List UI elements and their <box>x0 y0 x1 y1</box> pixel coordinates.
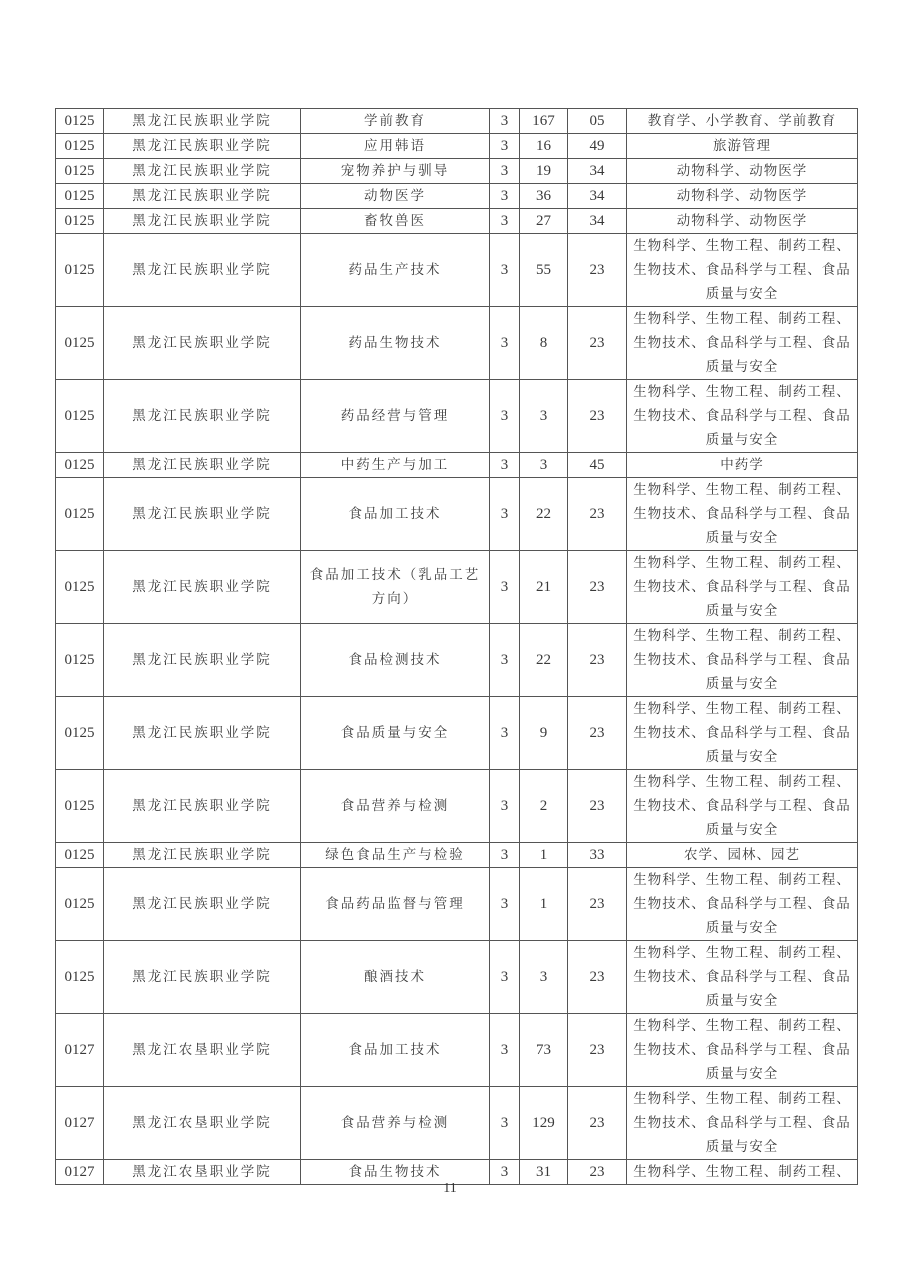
major-cell: 食品加工技术（乳品工艺方向） <box>301 551 490 624</box>
table-row <box>56 478 858 551</box>
years-cell: 3 <box>490 134 520 159</box>
school-name-cell: 黑龙江农垦职业学院 <box>104 1014 301 1087</box>
school-name-cell: 黑龙江民族职业学院 <box>104 234 301 307</box>
school-name-cell: 黑龙江民族职业学院 <box>104 770 301 843</box>
count-cell: 22 <box>520 624 568 697</box>
category-code-cell: 34 <box>568 159 627 184</box>
table-row <box>56 1087 858 1160</box>
school-code-cell: 0125 <box>56 551 104 624</box>
table-row <box>56 453 858 478</box>
years-cell: 3 <box>490 770 520 843</box>
major-cell: 食品加工技术 <box>301 1014 490 1087</box>
table-row <box>56 307 858 380</box>
category-code-cell: 45 <box>568 453 627 478</box>
years-cell: 3 <box>490 234 520 307</box>
major-cell: 食品生物技术 <box>301 1160 490 1185</box>
school-code-cell: 0127 <box>56 1160 104 1185</box>
major-cell: 学前教育 <box>301 109 490 134</box>
count-cell: 9 <box>520 697 568 770</box>
table-body <box>56 109 858 1185</box>
table-row <box>56 1014 858 1087</box>
school-code-cell: 0125 <box>56 453 104 478</box>
category-code-cell: 23 <box>568 1087 627 1160</box>
category-code-cell: 23 <box>568 1160 627 1185</box>
count-cell: 129 <box>520 1087 568 1160</box>
school-code-cell: 0125 <box>56 109 104 134</box>
table-row <box>56 551 858 624</box>
count-cell: 27 <box>520 209 568 234</box>
years-cell: 3 <box>490 868 520 941</box>
school-name-cell: 黑龙江民族职业学院 <box>104 453 301 478</box>
years-cell: 3 <box>490 209 520 234</box>
requirement-cell: 生物科学、生物工程、制药工程、生物技术、食品科学与工程、食品质量与安全 <box>627 770 858 843</box>
major-cell: 药品经营与管理 <box>301 380 490 453</box>
table-row <box>56 109 858 134</box>
count-cell: 16 <box>520 134 568 159</box>
school-code-cell: 0127 <box>56 1087 104 1160</box>
table-row <box>56 624 858 697</box>
school-name-cell: 黑龙江民族职业学院 <box>104 380 301 453</box>
table-row <box>56 184 858 209</box>
table-row <box>56 380 858 453</box>
category-code-cell: 23 <box>568 624 627 697</box>
years-cell: 3 <box>490 307 520 380</box>
major-cell: 宠物养护与驯导 <box>301 159 490 184</box>
requirement-cell: 生物科学、生物工程、制药工程、生物技术、食品科学与工程、食品质量与安全 <box>627 941 858 1014</box>
school-code-cell: 0125 <box>56 234 104 307</box>
table-row <box>56 868 858 941</box>
major-cell: 食品检测技术 <box>301 624 490 697</box>
major-cell: 酿酒技术 <box>301 941 490 1014</box>
school-name-cell: 黑龙江民族职业学院 <box>104 478 301 551</box>
count-cell: 31 <box>520 1160 568 1185</box>
count-cell: 21 <box>520 551 568 624</box>
table-row <box>56 159 858 184</box>
table-row <box>56 134 858 159</box>
years-cell: 3 <box>490 159 520 184</box>
category-code-cell: 34 <box>568 209 627 234</box>
school-name-cell: 黑龙江民族职业学院 <box>104 209 301 234</box>
school-name-cell: 黑龙江民族职业学院 <box>104 109 301 134</box>
major-cell: 食品营养与检测 <box>301 770 490 843</box>
category-code-cell: 23 <box>568 380 627 453</box>
school-code-cell: 0125 <box>56 624 104 697</box>
requirement-cell: 动物科学、动物医学 <box>627 184 858 209</box>
count-cell: 8 <box>520 307 568 380</box>
table-row <box>56 234 858 307</box>
requirement-cell: 生物科学、生物工程、制药工程、生物技术、食品科学与工程、食品质量与安全 <box>627 1087 858 1160</box>
major-cell: 畜牧兽医 <box>301 209 490 234</box>
requirement-cell: 生物科学、生物工程、制药工程、生物技术、食品科学与工程、食品质量与安全 <box>627 868 858 941</box>
major-cell: 食品药品监督与管理 <box>301 868 490 941</box>
school-code-cell: 0125 <box>56 159 104 184</box>
years-cell: 3 <box>490 478 520 551</box>
count-cell: 3 <box>520 453 568 478</box>
category-code-cell: 23 <box>568 234 627 307</box>
table-row <box>56 770 858 843</box>
school-code-cell: 0125 <box>56 209 104 234</box>
years-cell: 3 <box>490 551 520 624</box>
school-code-cell: 0127 <box>56 1014 104 1087</box>
requirement-cell: 生物科学、生物工程、制药工程、生物技术、食品科学与工程、食品质量与安全 <box>627 380 858 453</box>
years-cell: 3 <box>490 1160 520 1185</box>
school-name-cell: 黑龙江民族职业学院 <box>104 551 301 624</box>
requirement-cell: 旅游管理 <box>627 134 858 159</box>
years-cell: 3 <box>490 184 520 209</box>
count-cell: 167 <box>520 109 568 134</box>
years-cell: 3 <box>490 109 520 134</box>
years-cell: 3 <box>490 843 520 868</box>
table-row <box>56 941 858 1014</box>
requirement-cell: 生物科学、生物工程、制药工程、生物技术、食品科学与工程、食品质量与安全 <box>627 307 858 380</box>
years-cell: 3 <box>490 941 520 1014</box>
count-cell: 19 <box>520 159 568 184</box>
major-cell: 药品生产技术 <box>301 234 490 307</box>
table-row <box>56 843 858 868</box>
enrollment-table <box>55 108 858 1185</box>
category-code-cell: 23 <box>568 551 627 624</box>
school-name-cell: 黑龙江民族职业学院 <box>104 941 301 1014</box>
school-name-cell: 黑龙江民族职业学院 <box>104 159 301 184</box>
category-code-cell: 05 <box>568 109 627 134</box>
requirement-cell: 生物科学、生物工程、制药工程、生物技术、食品科学与工程、食品质量与安全 <box>627 697 858 770</box>
major-cell: 应用韩语 <box>301 134 490 159</box>
major-cell: 药品生物技术 <box>301 307 490 380</box>
requirement-cell: 动物科学、动物医学 <box>627 159 858 184</box>
count-cell: 1 <box>520 843 568 868</box>
category-code-cell: 23 <box>568 478 627 551</box>
requirement-cell: 中药学 <box>627 453 858 478</box>
requirement-cell: 生物科学、生物工程、制药工程、生物技术、食品科学与工程、食品质量与安全 <box>627 478 858 551</box>
school-name-cell: 黑龙江民族职业学院 <box>104 843 301 868</box>
count-cell: 55 <box>520 234 568 307</box>
years-cell: 3 <box>490 1014 520 1087</box>
requirement-cell: 生物科学、生物工程、制药工程、生物技术、食品科学与工程、食品质量与安全 <box>627 1014 858 1087</box>
requirement-cell: 生物科学、生物工程、制药工程、生物技术、食品科学与工程、食品质量与安全 <box>627 624 858 697</box>
major-cell: 动物医学 <box>301 184 490 209</box>
count-cell: 1 <box>520 868 568 941</box>
years-cell: 3 <box>490 453 520 478</box>
requirement-cell: 生物科学、生物工程、制药工程、生物技术、食品科学与工程、食品质量与安全 <box>627 551 858 624</box>
school-name-cell: 黑龙江民族职业学院 <box>104 697 301 770</box>
requirement-cell: 农学、园林、园艺 <box>627 843 858 868</box>
category-code-cell: 34 <box>568 184 627 209</box>
school-name-cell: 黑龙江民族职业学院 <box>104 134 301 159</box>
requirement-cell: 动物科学、动物医学 <box>627 209 858 234</box>
school-code-cell: 0125 <box>56 868 104 941</box>
category-code-cell: 23 <box>568 1014 627 1087</box>
major-cell: 食品营养与检测 <box>301 1087 490 1160</box>
count-cell: 36 <box>520 184 568 209</box>
years-cell: 3 <box>490 624 520 697</box>
requirement-cell: 生物科学、生物工程、制药工程、生物技术、食品科学与工程、食品质量与安全 <box>627 234 858 307</box>
school-code-cell: 0125 <box>56 478 104 551</box>
school-name-cell: 黑龙江民族职业学院 <box>104 624 301 697</box>
school-code-cell: 0125 <box>56 184 104 209</box>
count-cell: 3 <box>520 941 568 1014</box>
years-cell: 3 <box>490 380 520 453</box>
category-code-cell: 23 <box>568 770 627 843</box>
school-name-cell: 黑龙江农垦职业学院 <box>104 1087 301 1160</box>
category-code-cell: 23 <box>568 697 627 770</box>
school-code-cell: 0125 <box>56 307 104 380</box>
school-name-cell: 黑龙江民族职业学院 <box>104 307 301 380</box>
school-code-cell: 0125 <box>56 941 104 1014</box>
years-cell: 3 <box>490 697 520 770</box>
school-code-cell: 0125 <box>56 697 104 770</box>
count-cell: 2 <box>520 770 568 843</box>
category-code-cell: 49 <box>568 134 627 159</box>
school-code-cell: 0125 <box>56 843 104 868</box>
school-name-cell: 黑龙江农垦职业学院 <box>104 1160 301 1185</box>
page-number: 11 <box>443 1181 457 1196</box>
category-code-cell: 23 <box>568 941 627 1014</box>
major-cell: 绿色食品生产与检验 <box>301 843 490 868</box>
school-code-cell: 0125 <box>56 380 104 453</box>
school-code-cell: 0125 <box>56 770 104 843</box>
school-name-cell: 黑龙江民族职业学院 <box>104 184 301 209</box>
major-cell: 食品质量与安全 <box>301 697 490 770</box>
school-code-cell: 0125 <box>56 134 104 159</box>
school-name-cell: 黑龙江民族职业学院 <box>104 868 301 941</box>
table-row <box>56 209 858 234</box>
requirement-cell: 教育学、小学教育、学前教育 <box>627 109 858 134</box>
category-code-cell: 23 <box>568 307 627 380</box>
count-cell: 22 <box>520 478 568 551</box>
major-cell: 中药生产与加工 <box>301 453 490 478</box>
category-code-cell: 23 <box>568 868 627 941</box>
table-row <box>56 697 858 770</box>
count-cell: 3 <box>520 380 568 453</box>
count-cell: 73 <box>520 1014 568 1087</box>
category-code-cell: 33 <box>568 843 627 868</box>
requirement-cell: 生物科学、生物工程、制药工程、 <box>627 1160 858 1185</box>
years-cell: 3 <box>490 1087 520 1160</box>
major-cell: 食品加工技术 <box>301 478 490 551</box>
